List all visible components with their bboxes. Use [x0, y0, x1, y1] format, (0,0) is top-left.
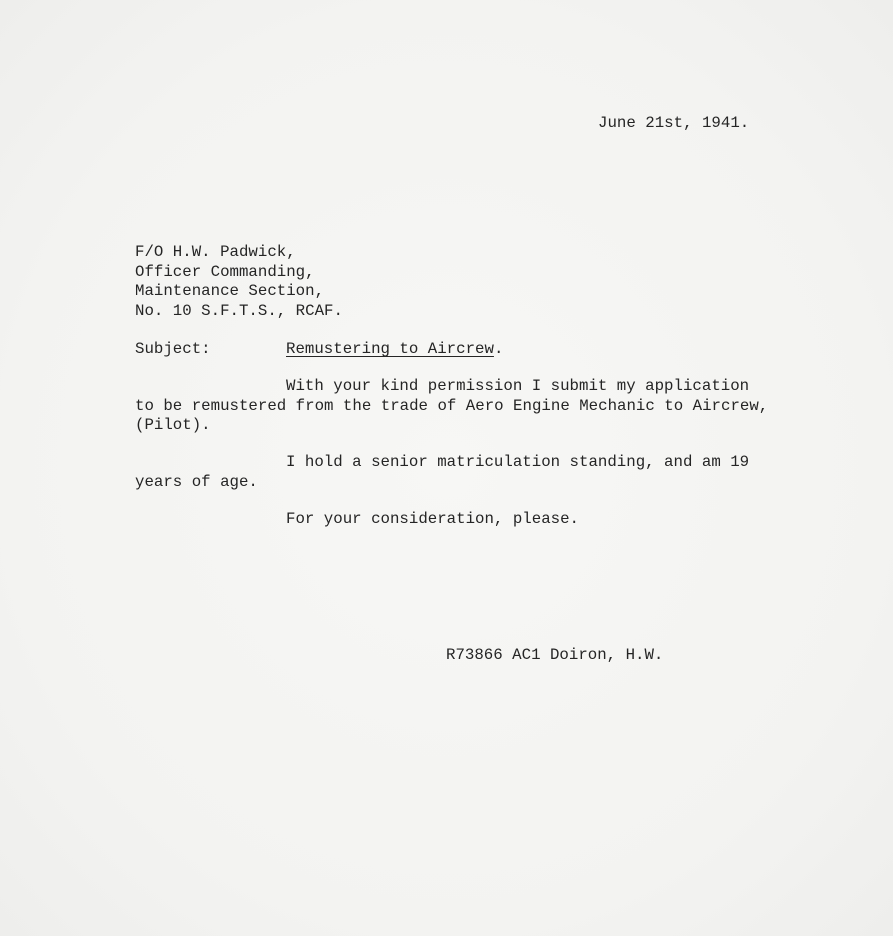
paragraph-line: to be remustered from the trade of Aero Engine Mechanic to Aircrew,	[135, 396, 769, 415]
paragraph-line: years of age.	[135, 472, 258, 491]
recipient-line: F/O H.W. Padwick,	[135, 243, 296, 261]
recipient-line: No. 10 S.F.T.S., RCAF.	[135, 301, 343, 320]
subject-line	[286, 340, 503, 360]
subject-text: Remustering to Aircrew	[286, 340, 494, 358]
signature: R73866 AC1 Doiron, H.W.	[446, 646, 664, 664]
recipient-line: Maintenance Section,	[135, 282, 325, 300]
paragraph-line: (Pilot).	[135, 416, 211, 434]
paragraph-3: For your consideration, please.	[286, 510, 579, 528]
paragraph-line: I hold a senior matriculation standing, and am 19	[286, 453, 750, 471]
recipient-line: Officer Commanding,	[135, 262, 315, 281]
paragraph-line: With your kind permission I submit my application	[286, 377, 750, 395]
subject-label: Subject:	[135, 340, 211, 358]
subject-period: .	[493, 340, 504, 358]
letter-date: June 21st, 1941.	[598, 114, 750, 132]
